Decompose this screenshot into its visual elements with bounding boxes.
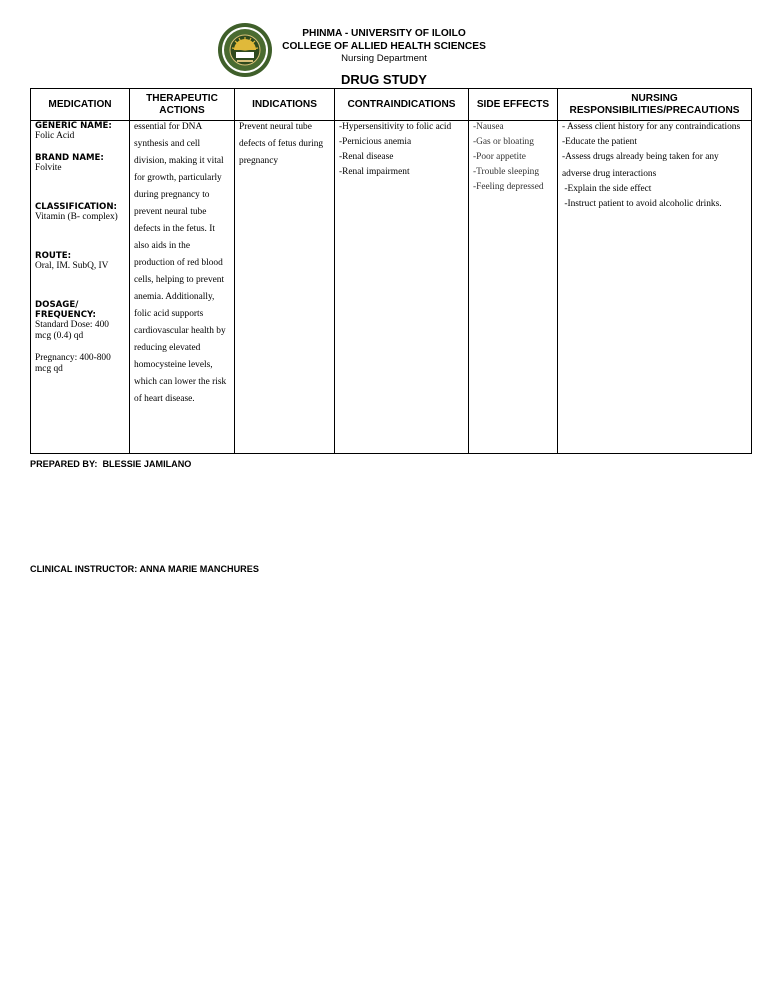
page-title: DRUG STUDY <box>341 72 427 87</box>
list-item: -Explain the side effect <box>562 184 652 194</box>
nursing-cell <box>558 121 752 454</box>
header-nursing: NURSING RESPONSIBILITIES/PRECAUTIONS <box>558 89 752 121</box>
clinical-instructor <box>30 564 259 574</box>
list-item: -Nausea <box>473 122 504 132</box>
classification-label: CLASSIFICATION: <box>35 202 117 212</box>
list-item: -Feeling depressed <box>473 182 544 192</box>
prepared-by-name: BLESSIE JAMILANO <box>102 459 192 469</box>
document-header <box>270 28 498 66</box>
list-item: -Trouble sleeping <box>473 167 540 177</box>
frequency-label: FREQUENCY: <box>35 310 96 320</box>
medication-cell: GENERIC NAME: Folic Acid BRAND NAME: Folvite CLASSIFICATION: Vitamin (B- complex) ROUTE: Oral, IM. SubQ, IV DOSAGE/ FREQUENCY: Standard Dose: 400 mcg (0.4) qd Pregnancy: 400-800 mcg qd <box>31 121 130 454</box>
clinical-instructor-name: ANNA MARIE MANCHURES <box>139 564 259 574</box>
route-label: ROUTE <box>35 251 68 261</box>
university-name: PHINMA - UNIVERSITY OF ILOILO <box>302 28 466 39</box>
pregnancy-dose: Pregnancy: 400-800 mcg qd <box>35 353 111 374</box>
side-effects-cell <box>469 121 558 454</box>
brand-name-label: BRAND NAME <box>35 153 101 163</box>
list-item: -Renal impairment <box>339 167 410 177</box>
list-item: -Hypersensitivity to folic acid <box>339 122 452 132</box>
list-item: -Instruct patient to avoid alcoholic drinks. <box>562 199 722 209</box>
list-item: -Assess drugs already being taken for any adverse drug interactions <box>562 152 719 179</box>
classification-value: Vitamin (B- complex) <box>35 212 118 222</box>
header-side-effects: SIDE EFFECTS <box>469 89 558 121</box>
indications-text: Prevent neural tube defects of fetus during pregnancy <box>239 122 324 166</box>
list-item: -Educate the patient <box>562 137 637 147</box>
indications-cell <box>235 121 335 454</box>
header-therapeutic-actions: THERAPEUTIC ACTIONS <box>130 89 235 121</box>
brand-name-value: Folvite <box>35 163 62 173</box>
header-indications: INDICATIONS <box>235 89 335 121</box>
generic-name-value: Folic Acid <box>35 131 75 141</box>
table-header-row <box>31 89 752 121</box>
generic-name-label: GENERIC NAME <box>35 121 109 131</box>
list-item: -Pernicious anemia <box>339 137 412 147</box>
drug-study-table <box>30 88 752 454</box>
header-contraindications: CONTRAINDICATIONS <box>335 89 469 121</box>
department-name: Nursing Department <box>341 53 427 64</box>
list-item: - Assess client history for any contraindications <box>562 122 741 132</box>
route-value: Oral, IM. SubQ, IV <box>35 261 109 271</box>
header-medication: MEDICATION <box>31 89 130 121</box>
therapeutic-actions-cell <box>130 121 235 454</box>
standard-dose: Standard Dose: 400 mcg (0.4) qd <box>35 320 109 341</box>
list-item: -Renal disease <box>339 152 394 162</box>
prepared-by <box>30 459 191 469</box>
prepared-by-label: PREPARED BY: <box>30 459 98 469</box>
contraindications-cell <box>335 121 469 454</box>
list-item: -Gas or bloating <box>473 137 534 147</box>
university-seal <box>217 20 273 80</box>
clinical-instructor-label: CLINICAL INSTRUCTOR: <box>30 564 138 574</box>
therapeutic-actions-text: essential for DNA synthesis and cell division, making it vital for growth, particularly during pregnancy to prevent neural tube defects in the fetus. It also aids in the production of red blood cells, helping to prevent anemia. Additionally, folic acid supports cardiovascular health by reducing elevated homocysteine levels, which can lower the risk of heart disease. <box>134 122 227 404</box>
list-item: -Poor appetite <box>473 152 526 162</box>
college-name: COLLEGE OF ALLIED HEALTH SCIENCES <box>282 40 486 52</box>
table-row <box>31 121 752 454</box>
dosage-label: DOSAGE/ <box>35 300 79 310</box>
